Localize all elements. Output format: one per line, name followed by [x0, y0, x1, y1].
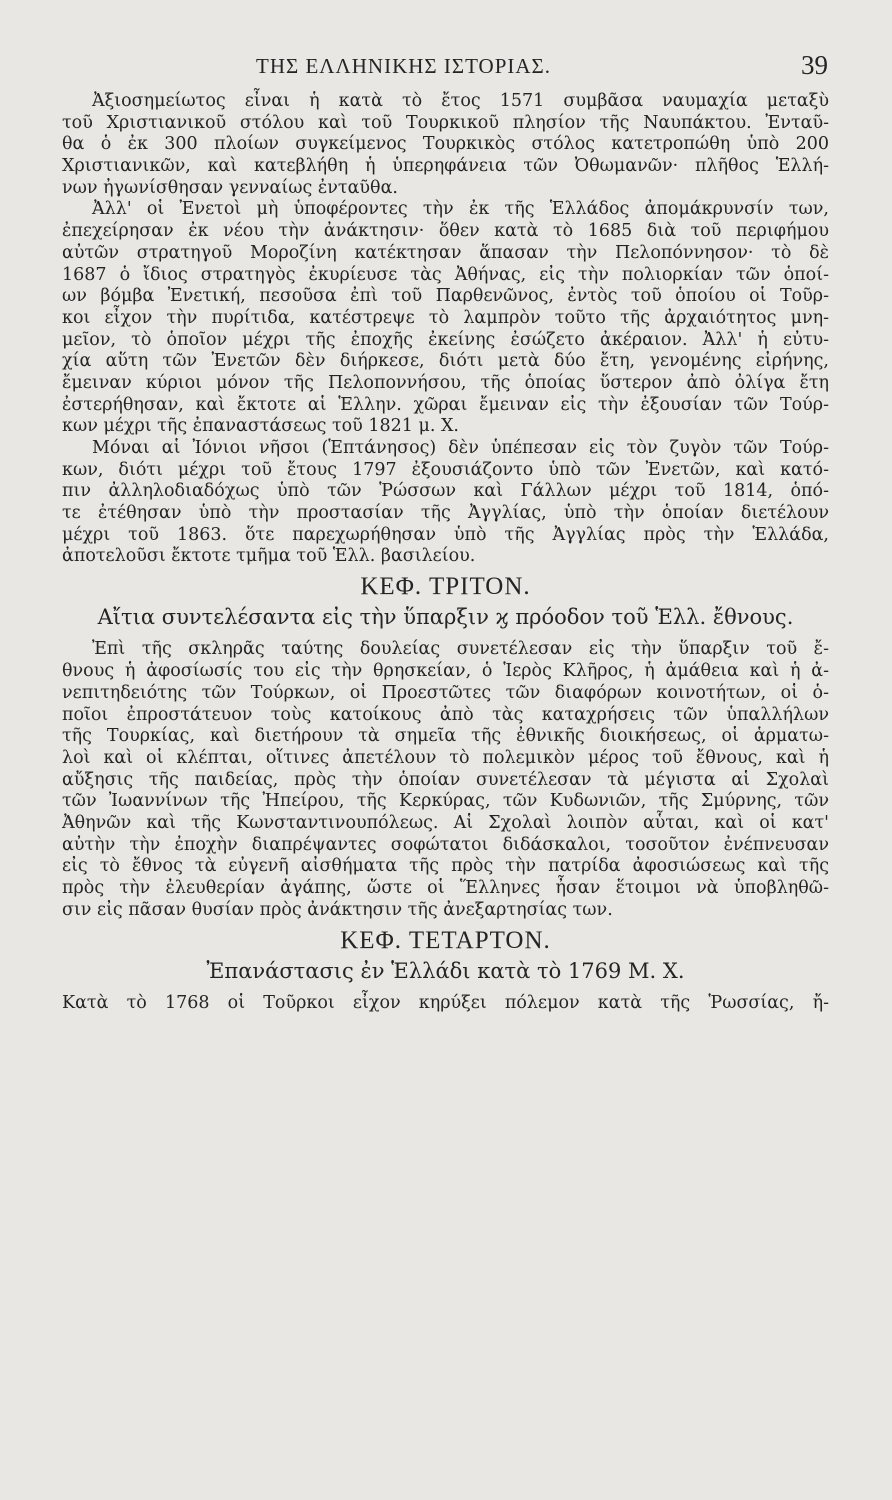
running-title: ΤΗΣ ΕΛΛΗΝΙΚΗΣ ΙΣΤΟΡΙΑΣ. — [256, 54, 552, 78]
text-line: κων, διότι μέχρι τοῦ ἔτους 1797 ἐξουσιάζοντο ὑπὸ τῶν Ἐνετῶν, καὶ κατό- — [62, 459, 829, 480]
text-line: ἔμειναν κύριοι μόνον τῆς Πελοποννήσου, τῆς ὁποίας ὕστερον ἀπὸ ὀλίγα ἔτη — [62, 372, 829, 393]
text-line: σιν εἰς πᾶσαν θυσίαν πρὸς ἀνάκτησιν τῆς ἀνεξαρτησίας των. — [62, 899, 613, 920]
text-line: ἐστερήθησαν, καὶ ἔκτοτε αἱ Ἑλλην. χῶραι ἔμειναν εἰς τὴν ἐξουσίαν τῶν Τούρ- — [62, 394, 829, 415]
text-line: αὔξησις τῆς παιδείας, πρὸς τὴν ὁποίαν συνετέλεσαν τὰ μέγιστα αἱ Σχολαὶ — [62, 769, 829, 790]
text-line: Ἀθηνῶν καὶ τῆς Κωνσταντινουπόλεως. Αἱ Σχολαὶ λοιπὸν αὗται, καὶ οἱ κατ' — [62, 812, 829, 833]
text-line: ἀποτελοῦσι ἔκτοτε τμῆμα τοῦ Ἑλλ. βασιλείου. — [62, 546, 476, 567]
text-line: νεπιτηδειότης τῶν Τούρκων, οἱ Προεστῶτες τῶν διαφόρων κοινοτήτων, οἱ ὁ- — [62, 682, 829, 703]
text-line: ἐπεχείρησαν ἐκ νέου τὴν ἀνάκτησιν· ὅθεν κατὰ τὸ 1685 διὰ τοῦ περιφήμου — [62, 221, 829, 242]
text-line: αὐτῶν στρατηγοῦ Μοροζίνη κατέκτησαν ἅπασαν τὴν Πελοπόννησον· τὸ δὲ — [62, 242, 829, 263]
chapter-four-subtitle: Ἐπανάστασις ἐν Ἑλλάδι κατὰ τὸ 1769 Μ. Χ. — [206, 958, 685, 983]
text-line: πιν ἀλληλοδιαδόχως ὑπὸ τῶν Ῥώσσων καὶ Γάλλων μέχρι τοῦ 1814, ὁπό- — [62, 481, 829, 502]
text-line: τῆς Τουρκίας, καὶ διετήρουν τὰ σημεῖα τῆς ἐθνικῆς διοικήσεως, οἱ ἁρματω- — [62, 726, 829, 747]
text-line: ποῖοι ἐπροστάτευον τοὺς κατοίκους ἀπὸ τὰς καταχρήσεις τῶν ὑπαλλήλων — [62, 704, 829, 725]
text-line: αὐτὴν τὴν ἐποχὴν διαπρέψαντες σοφώτατοι διδάσκαλοι, τοσοῦτον ἐνέπνευσαν — [62, 834, 829, 855]
text-line: κοι εἶχον τὴν πυρίτιδα, κατέστρεψε τὸ λαμπρὸν τοῦτο τῆς ἀρχαιότητος μνη- — [62, 307, 829, 328]
text-line: πρὸς τὴν ἐλευθερίαν ἀγάπης, ὥστε οἱ Ἕλληνες ἦσαν ἕτοιμοι νὰ ὑποβληθῶ- — [62, 878, 829, 898]
running-head — [60, 50, 830, 90]
text-line: θνους ἡ ἀφοσίωσίς του εἰς τὴν θρησκείαν, ὁ Ἱερὸς Κλῆρος, ἡ ἀμάθεια καὶ ἡ ἀ- — [62, 661, 829, 682]
text-line: τῶν Ἰωαννίνων τῆς Ἠπείρου, τῆς Κερκύρας, τῶν Κυδωνιῶν, τῆς Σμύρνης, τῶν — [62, 791, 829, 812]
chapter-four — [62, 925, 829, 1014]
section-ionian-history — [62, 91, 829, 567]
text-line: εἰς τὸ ἔθνος τὰ εὐγενῆ αἰσθήματα τῆς πρὸς τὴν πατρίδα ἀφοσιώσεως καὶ τῆς — [62, 856, 829, 877]
chapter-four-title: ΚΕΦ. ΤΕΤΑΡΤΟΝ. — [340, 926, 551, 954]
page-number: 39 — [801, 50, 828, 80]
text-line: νων ἠγωνίσθησαν γενναίως ἐνταῦθα. — [62, 177, 398, 198]
text-line: κων μέχρι τῆς ἐπαναστάσεως τοῦ 1821 μ. Χ. — [62, 416, 459, 437]
text-line: Ἀλλ' οἱ Ἐνετοὶ μὴ ὑποφέροντες τὴν ἐκ τῆς Ἑλλάδος ἀπομάκρυνσίν των, — [92, 199, 829, 220]
text-line: ων βόμβα Ἐνετική, πεσοῦσα ἐπὶ τοῦ Παρθενῶνος, ἐντὸς τοῦ ὁποίου οἱ Τοῦρ- — [62, 286, 829, 307]
chapter-three-title: ΚΕΦ. ΤΡΙΤΟΝ. — [360, 573, 531, 601]
text-line: Μόναι αἱ Ἰόνιοι νῆσοι (Ἑπτάνησος) δὲν ὑπέπεσαν εἰς τὸν ζυγὸν τῶν Τούρ- — [92, 438, 829, 458]
text-line: χία αὕτη τῶν Ἐνετῶν δὲν διήρκεσε, διότι μετὰ δύο ἔτη, γενομένης εἰρήνης, — [62, 351, 829, 372]
text-line: 1687 ὁ ἴδιος στρατηγὸς ἐκυρίευσε τὰς Ἀθήνας, εἰς τὴν πολιορκίαν τῶν ὁποί- — [62, 264, 829, 285]
chapter-three-subtitle: Αἴτια συντελέσαντα εἰς τὴν ὕπαρξιν ϗ πρόοδον τοῦ Ἑλλ. ἔθνους. — [97, 605, 794, 630]
text-block — [62, 91, 829, 1014]
text-line: Χριστιανικῶν, καὶ κατεβλήθη ἡ ὑπερηφάνεια τῶν Ὀθωμανῶν· πλῆθος Ἑλλή- — [62, 156, 829, 177]
chapter-three — [62, 571, 829, 920]
text-line: Κατὰ τὸ 1768 οἱ Τοῦρκοι εἶχον κηρύξει πόλεμον κατὰ τῆς Ῥωσσίας, ἤ- — [62, 992, 829, 1013]
text-line: τε ἐτέθησαν ὑπὸ τὴν προστασίαν τῆς Ἀγγλίας, ὑπὸ τὴν ὁποίαν διετέλουν — [62, 503, 829, 524]
text-line: θα ὁ ἐκ 300 πλοίων συγκείμενος Τουρκικὸς στόλος κατετροπώθη ὑπὸ 200 — [62, 134, 829, 155]
text-line: μέχρι τοῦ 1863. ὅτε παρεχωρήθησαν ὑπὸ τῆς Ἀγγλίας πρὸς τὴν Ἑλλάδα, — [62, 524, 829, 545]
text-line: Ἀξιοσημείωτος εἶναι ἡ κατὰ τὸ ἔτος 1571 συμβᾶσα ναυμαχία μεταξὺ — [92, 91, 829, 111]
text-line: μεῖον, τὸ ὁποῖον μέχρι τῆς ἐποχῆς ἐκείνης ἐσώζετο ἀκέραιον. Ἀλλ' ἡ εὐτυ- — [62, 329, 829, 350]
text-line: Ἐπὶ τῆς σκληρᾶς ταύτης δουλείας συνετέλεσαν εἰς τὴν ὕπαρξιν τοῦ ἔ- — [92, 639, 829, 660]
text-line: λοὶ καὶ οἱ κλέπται, οἵτινες ἀπετέλουν τὸ πολεμικὸν μέρος τοῦ ἔθνους, καὶ ἡ — [62, 747, 829, 768]
text-line: τοῦ Χριστιανικοῦ στόλου καὶ τοῦ Τουρκικοῦ πλησίον τῆς Ναυπάκτου. Ἐνταῦ- — [62, 112, 829, 133]
